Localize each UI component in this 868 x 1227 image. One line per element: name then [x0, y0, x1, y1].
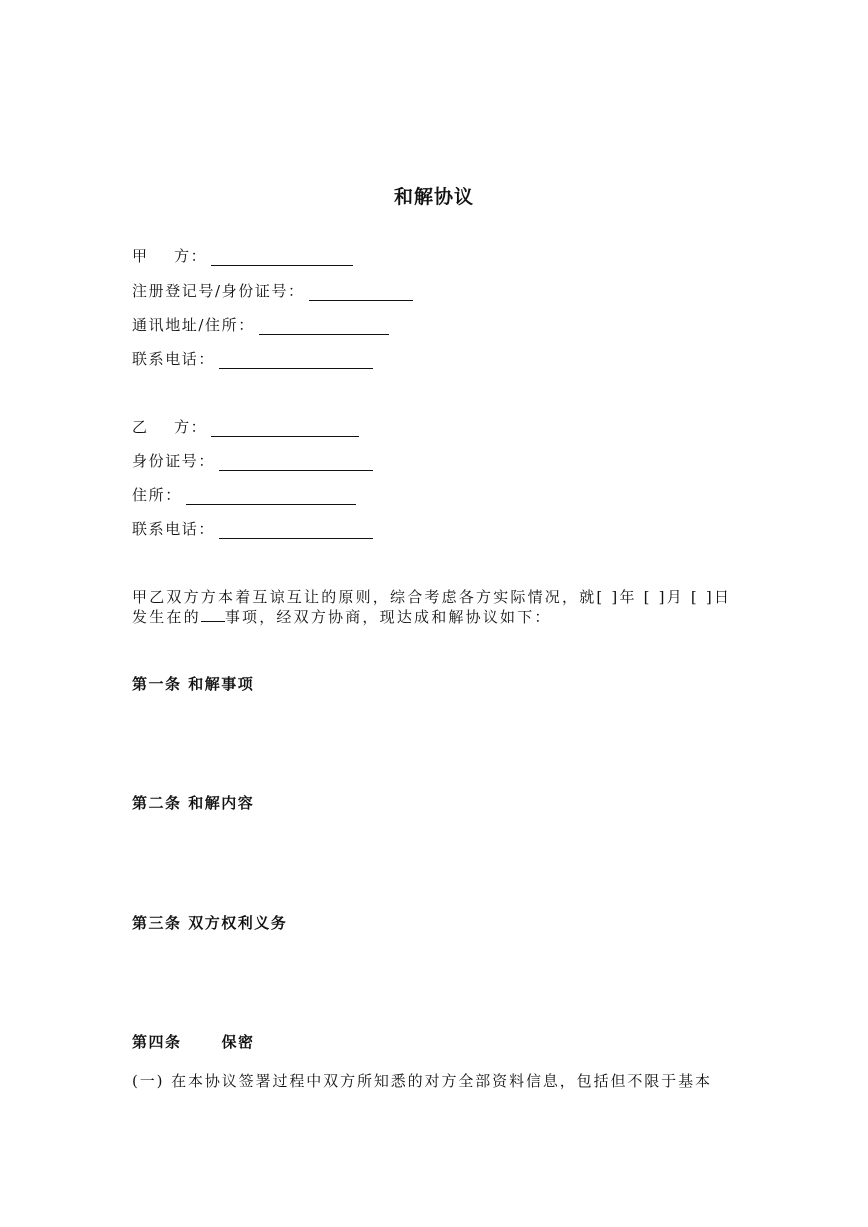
party-a-name-blank — [211, 248, 353, 266]
article-4-title: 保密 — [221, 1033, 255, 1051]
party-a-address-label: 通讯地址/住所： — [132, 316, 255, 334]
article-2-heading — [132, 792, 254, 813]
party-a-phone-field — [132, 349, 373, 369]
party-b-phone-blank — [219, 521, 373, 539]
party-b-address-label: 住所： — [132, 486, 182, 504]
party-b-name-label: 乙 方： — [132, 418, 208, 436]
article-2-number: 第二条 — [132, 794, 182, 812]
document-title: 和解协议 — [393, 186, 474, 208]
party-a-reg-field — [132, 281, 413, 301]
article-1-heading — [132, 673, 254, 694]
party-a-name-label: 甲 方： — [132, 247, 208, 265]
party-b-id-label: 身份证号： — [132, 452, 216, 470]
party-b-id-field — [132, 451, 373, 471]
party-a-phone-label: 联系电话： — [132, 350, 216, 368]
article-4-number: 第四条 — [132, 1033, 182, 1051]
party-b-name-field — [132, 417, 359, 437]
article-2-title: 和解内容 — [188, 794, 255, 812]
party-a-phone-blank — [219, 351, 373, 369]
party-a-name-field — [132, 246, 353, 266]
preamble-text-2: 事项，经双方协商，现达成和解协议如下： — [224, 608, 552, 626]
article-1-number: 第一条 — [132, 675, 182, 693]
clause-4-1-text: (一) 在本协议签署过程中双方所知悉的对方全部资料信息，包括但不限于基本 — [132, 1072, 712, 1090]
article-3-number: 第三条 — [132, 914, 182, 932]
party-b-name-blank — [211, 419, 359, 437]
party-a-reg-label: 注册登记号/身份证号： — [132, 282, 305, 300]
matter-blank — [201, 607, 225, 622]
article-4-heading — [132, 1031, 255, 1052]
preamble-text-1: 甲乙双方方本着互谅互让的原则，综合考虑各方实际情况，就[ ]年 [ ]月 [ ]日发生在的 — [132, 588, 732, 626]
party-b-phone-label: 联系电话： — [132, 520, 216, 538]
preamble-paragraph — [132, 587, 742, 627]
party-b-phone-field — [132, 519, 373, 539]
article-3-heading — [132, 912, 287, 933]
party-a-reg-blank — [309, 283, 413, 301]
party-a-address-blank — [259, 317, 389, 335]
article-1-title: 和解事项 — [188, 675, 255, 693]
party-b-address-blank — [186, 487, 356, 505]
party-a-address-field — [132, 315, 389, 335]
party-b-id-blank — [219, 453, 373, 471]
party-b-address-field — [132, 485, 356, 505]
article-3-title: 双方权利义务 — [188, 914, 288, 932]
